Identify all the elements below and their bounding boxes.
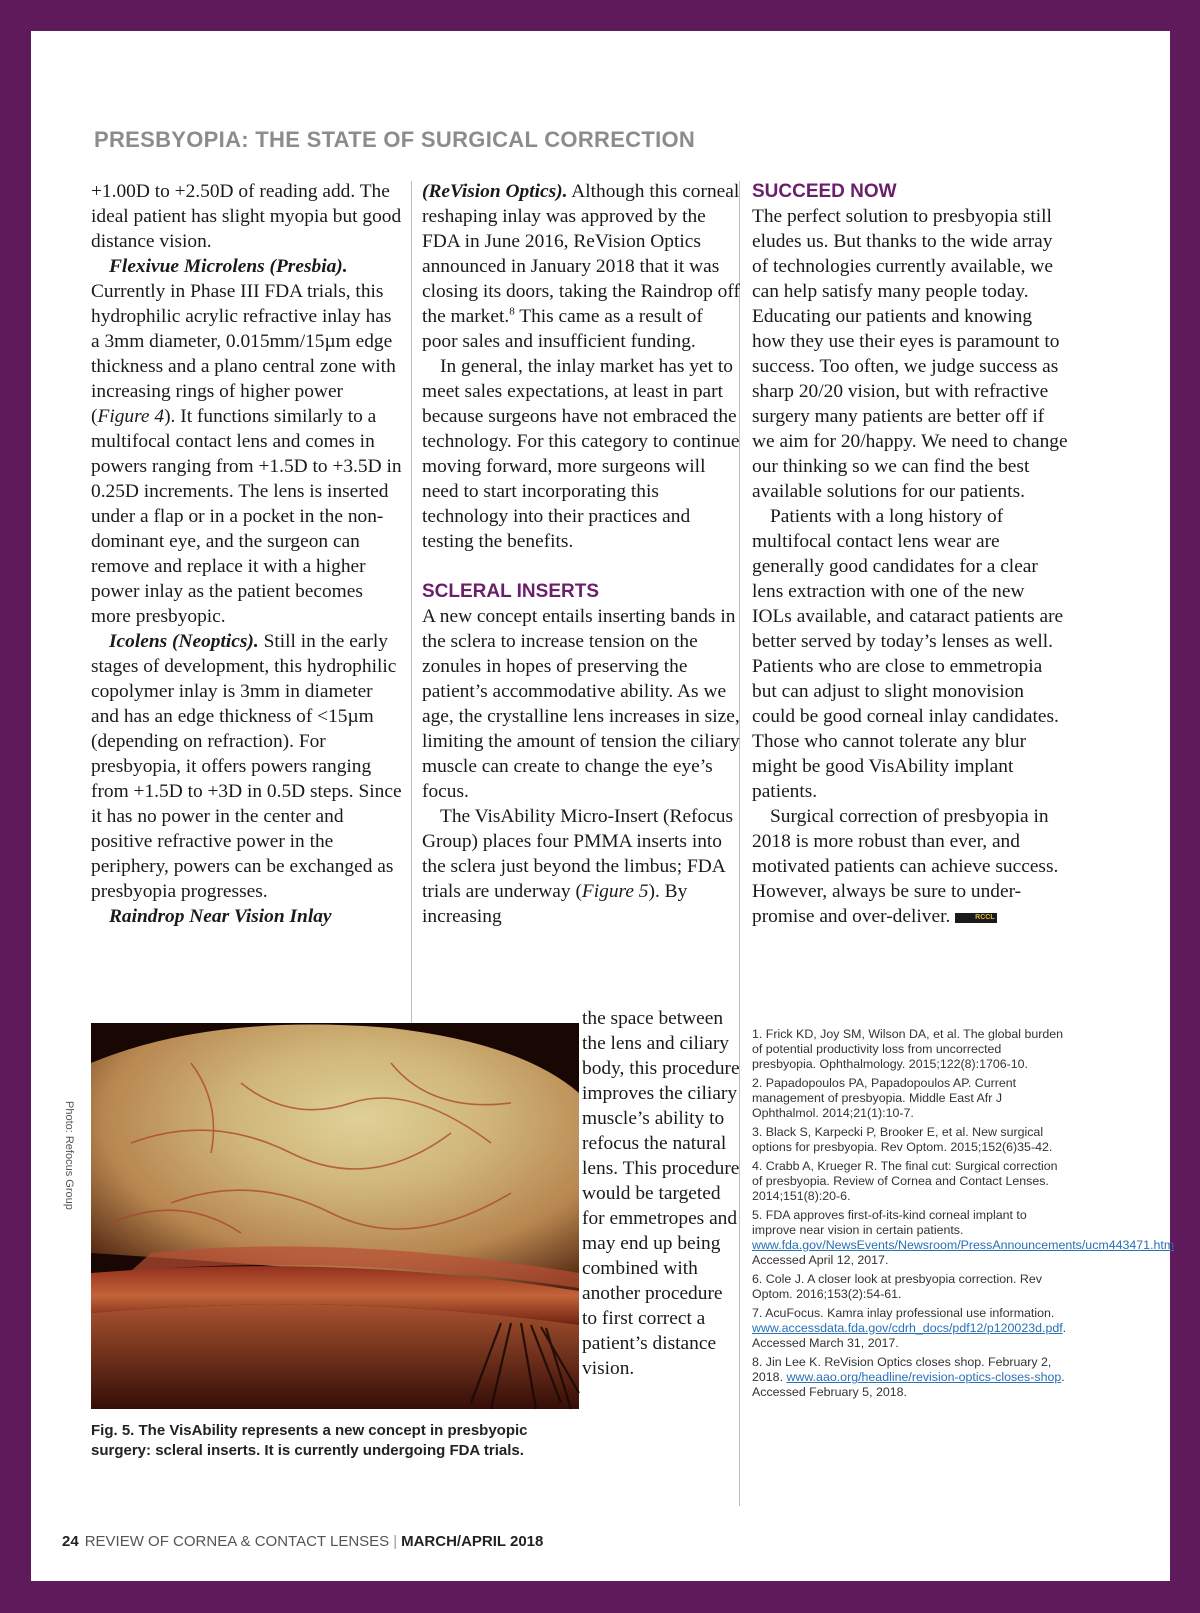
page-footer — [62, 1533, 543, 1550]
citation-8: 8 — [509, 305, 515, 318]
reference-item: 3. Black S, Karpecki P, Brooker E, et al. New surgical options for presbyopia. Rev Optom. 2015;152(6)35-42. — [752, 1125, 1053, 1154]
col2-paragraph-raindrop: (ReVision Optics). Although this corneal reshaping inlay was approved by the FDA in June 2016, ReVision Optics announced in January 2018 that it was closing its doors, taking the Raindrop off the market.$^8$ This came as a result of poor sales and insufficient funding. — [422, 181, 740, 352]
running-head: PRESBYOPIA: THE STATE OF SURGICAL CORRECTION — [94, 127, 696, 152]
section-heading-succeed-now: SUCCEED NOW — [752, 181, 897, 202]
footer-separator: | — [393, 1533, 398, 1550]
col3-paragraph-3: Surgical correction of presbyopia in 2018 is more robust than ever, and motivated patients can achieve success. However, always be sure to under-promise and over-deliver. RCCL — [752, 806, 1059, 927]
col1-paragraph-icolens: Icolens (Neoptics). Still in the early stages of development, this hydrophilic copolymer inlay is 3mm in diameter and has an edge thickness of <15µm (depending on refraction). For presbyopia, it offers powers ranging from +1.5D to +3D in 0.5D steps. Since it has no power in the center and positive refractive power in the periphery, powers can be exchanged as presbyopia progresses. — [91, 631, 402, 902]
lead-in-icolens: Icolens (Neoptics). — [109, 631, 259, 652]
column-3 — [752, 179, 1068, 929]
col2-paragraph-visability-cont: the space between the lens and ciliary body, this procedure improves the ciliary muscle’s ability to refocus the natural lens. This procedure would be targeted for emmetropes and may end up being combined with another procedure to first correct a patient’s distance vision. — [582, 1008, 740, 1379]
references — [752, 1027, 1178, 1404]
reference-item: 5. FDA approves first-of-its-kind corneal implant to improve near vision in certain patients. www.fda.gov/NewsEvents/Newsroom/PressAnnouncements/ucm443471.htm. Accessed April 12, 2017. — [752, 1208, 1178, 1267]
photo-credit: Photo: Refocus Group — [63, 1101, 75, 1210]
lead-in-raindrop: Raindrop Near Vision Inlay — [109, 906, 332, 927]
reference-item: 7. AcuFocus. Kamra inlay professional use information. www.accessdata.fda.gov/cdrh_docs/pdf12/p120023d.pdf. Accessed March 31, 2017. — [752, 1306, 1067, 1350]
col1-paragraph-1: +1.00D to +2.50D of reading add. The ideal patient has slight myopia but good distance vision. — [91, 181, 402, 252]
reference-link-fda[interactable]: www.fda.gov/NewsEvents/Newsroom/PressAnnouncements/ucm443471.htm — [752, 1238, 1175, 1252]
col2-paragraph-scleral-concept: A new concept entails inserting bands in the sclera to increase tension on the zonules in hopes of preserving the patient’s accommodative ability. As we age, the crystalline lens increases in size, limiting the amount of tension the ciliary muscle can create to change the eye’s focus. — [422, 606, 740, 802]
column-2 — [422, 179, 740, 929]
col1-paragraph-flexivue: Flexivue Microlens (Presbia). Currently in Phase III FDA trials, this hydrophilic acrylic refractive inlay has a 3mm diameter, 0.015mm/15µm edge thickness and a plano central zone with increasing rings of higher power (Figure 4). It functions similarly to a multifocal contact lens and comes in powers ranging from +1.5D to +3.5D in 0.25D increments. The lens is inserted under a flap or in a pocket in the non-dominant eye, and the surgeon can remove and replace it with a higher power inlay as the patient becomes more presbyopic. — [91, 256, 402, 627]
eye-scleral-photo — [91, 1023, 579, 1409]
column-1 — [91, 179, 403, 929]
lead-in-revision-optics: (ReVision Optics). — [422, 181, 568, 202]
reference-link-aao[interactable]: www.aao.org/headline/revision-optics-closes-shop — [786, 1370, 1062, 1384]
figure-5-caption: Fig. 5. The VisAbility represents a new concept in presbyopic surgery: scleral inserts. It is currently undergoing FDA trials. — [91, 1422, 528, 1459]
figure-4-reference: Figure 4 — [97, 406, 165, 427]
lead-in-flexivue: Flexivue Microlens (Presbia). — [109, 256, 348, 277]
reference-item: 6. Cole J. A closer look at presbyopia correction. Rev Optom. 2016;153(2):54-61. — [752, 1272, 1042, 1301]
issue-date: MARCH/APRIL 2018 — [401, 1533, 544, 1550]
reference-item: 2. Papadopoulos PA, Papadopoulos AP. Current management of presbyopia. Middle East Afr J Ophthalmol. 2014;21(1):10-7. — [752, 1076, 1017, 1120]
reference-item: 1. Frick KD, Joy SM, Wilson DA, et al. The global burden of potential productivity loss from uncorrected presbyopia. Ophthalmology. 2015;122(8):1706-10. — [752, 1027, 1064, 1071]
page-number: 24 — [62, 1533, 79, 1550]
figure-5-reference: Figure 5 — [581, 881, 649, 902]
figure-5-photo — [91, 1023, 579, 1409]
reference-link-accessdata[interactable]: www.accessdata.fda.gov/cdrh_docs/pdf12/p120023d.pdf — [752, 1321, 1063, 1335]
publication-name: REVIEW OF CORNEA & CONTACT LENSES — [84, 1533, 390, 1550]
section-heading-scleral-inserts: SCLERAL INSERTS — [422, 581, 600, 602]
column-2-continuation — [582, 1006, 740, 1381]
reference-list — [752, 1027, 1178, 1400]
col2-paragraph-visability: The VisAbility Micro-Insert (Refocus Group) places four PMMA inserts into the sclera just beyond the limbus; FDA trials are underway (Figure 5). By increasing — [422, 806, 734, 927]
col3-paragraph-2: Patients with a long history of multifocal contact lens wear are generally good candidates for a clear lens extraction with one of the new IOLs available, and cataract patients are better served by today’s lenses as well. Patients who are close to emmetropia but can adjust to slight monovision could be good corneal inlay candidates. Those who cannot tolerate any blur might be good VisAbility implant patients. — [752, 506, 1064, 802]
col2-paragraph-inlay-market: In general, the inlay market has yet to meet sales expectations, at least in part because surgeons have not embraced the technology. For this category to continue moving forward, more surgeons will need to start incorporating this technology into their practices and testing the benefits. — [422, 356, 740, 552]
reference-item: 4. Crabb A, Krueger R. The final cut: Surgical correction of presbyopia. Review of Cornea and Contact Lenses. 2014;151(8):20-6. — [752, 1159, 1058, 1203]
end-of-article-mark: RCCL — [955, 913, 996, 923]
column-rule-left — [411, 181, 412, 1029]
col1-paragraph-raindrop — [91, 904, 403, 929]
col3-paragraph-1: The perfect solution to presbyopia still eludes us. But thanks to the wide array of technologies currently available, we can help satisfy many people today. Educating our patients and knowing how they use their eyes is paramount to success. Too often, we judge success as sharp 20/20 vision, but with refractive surgery many patients are better off if we aim for 20/happy. We need to change our thinking so we can find the best available solutions for our patients. — [752, 206, 1068, 502]
reference-item: 8. Jin Lee K. ReVision Optics closes shop. February 2, 2018. www.aao.org/headline/revision-optics-closes-shop. Accessed February 5, 2018. — [752, 1355, 1065, 1399]
article-page — [31, 31, 1178, 1581]
